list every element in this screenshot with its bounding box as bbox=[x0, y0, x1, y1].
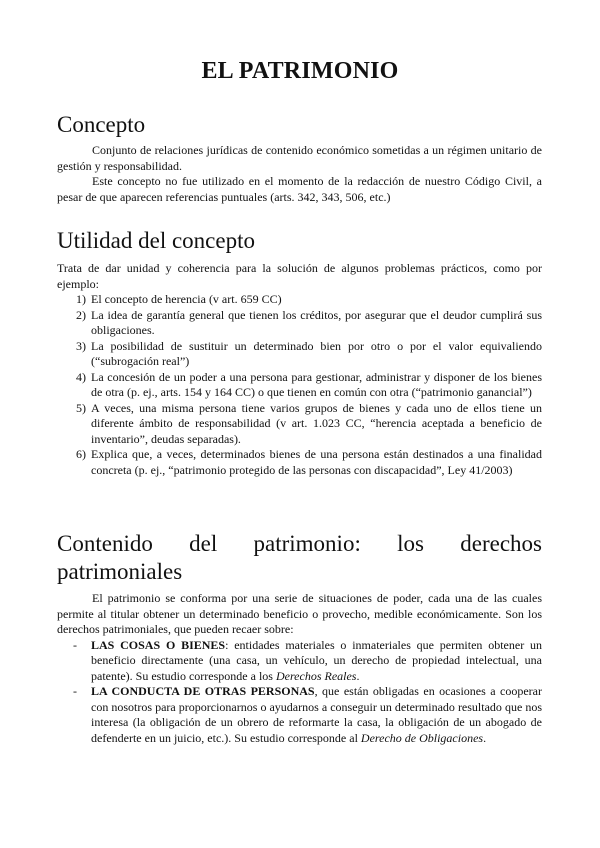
heading-word: los bbox=[397, 531, 424, 556]
list-item bbox=[57, 638, 542, 685]
page-title: EL PATRIMONIO bbox=[201, 58, 399, 84]
contenido-body bbox=[57, 591, 542, 746]
list-item-text: La posibilidad de sustituir un determinado bien por otro o por el valor equivaliendo (“subrogación real”) bbox=[91, 338, 542, 368]
list-item bbox=[57, 308, 542, 339]
concepto-body bbox=[57, 143, 542, 205]
heading-concepto: Concepto bbox=[57, 112, 146, 137]
list-item-text: La idea de garantía general que tienen los créditos, por asegurar que el deudor cumplirá sus obligaciones. bbox=[91, 307, 542, 337]
list-item bbox=[57, 370, 542, 401]
heading-contenido-line-2: patrimoniales bbox=[57, 559, 183, 584]
contenido-list bbox=[57, 638, 542, 747]
italic-term: Derechos Reales bbox=[275, 668, 357, 683]
utilidad-body bbox=[57, 261, 542, 478]
list-item bbox=[57, 684, 542, 746]
item-text: : entidades materiales o inmateriales que permiten obtener un beneficio directamente (una casa, un vehículo, un derecho de propiedad intelectual, una patente). Su estudio corresponde a los bbox=[91, 637, 542, 683]
list-item-text bbox=[91, 638, 542, 685]
list-item-number: 6) bbox=[76, 447, 86, 461]
heading-utilidad: Utilidad del concepto bbox=[57, 228, 255, 253]
heading-word: del bbox=[189, 531, 218, 556]
item-end: . bbox=[356, 668, 360, 683]
list-item-number: 1) bbox=[76, 292, 86, 306]
list-item bbox=[57, 339, 542, 370]
list-item-text bbox=[91, 684, 542, 746]
contenido-intro: El patrimonio se conforma por una serie de situaciones de poder, cada una de las cuales permite al titular obtener un determinado beneficio o provecho, medible económicamente. Son los derechos patrimoniales, que pueden recaer sobre: bbox=[57, 591, 542, 636]
italic-term: Derecho de Obligaciones bbox=[360, 730, 484, 745]
utilidad-intro: Trata de dar unidad y coherencia para la solución de algunos problemas prácticos, como por ejemplo: bbox=[57, 261, 542, 291]
dash-bullet: - bbox=[73, 684, 77, 698]
list-item-number: 4) bbox=[76, 369, 86, 384]
list-item bbox=[57, 401, 542, 448]
list-item bbox=[57, 292, 542, 308]
heading-contenido bbox=[57, 530, 542, 586]
list-item-text: La concesión de un poder a una persona para gestionar, administrar y disponer de los bienes de otra (p. ej., arts. 154 y 164 CC) o que tienen en común con otra (“patrimonio ganancial”) bbox=[91, 369, 542, 399]
bold-term: LA CONDUCTA DE OTRAS PERSONAS bbox=[91, 684, 315, 698]
list-item-number: 5) bbox=[76, 400, 86, 415]
concepto-paragraph-1: Conjunto de relaciones jurídicas de contenido económico sometidas a un régimen unitario de gestión y responsabilidad. bbox=[57, 143, 542, 173]
utilidad-list bbox=[57, 292, 542, 478]
list-item-text: A veces, una misma persona tiene varios grupos de bienes y cada uno de ellos tiene un diferente ámbito de responsabilidad (v art. 1.023 CC, “herencia aceptada a beneficio de inventario”, deudas separadas). bbox=[91, 400, 542, 446]
item-text: , que están obligadas en ocasiones a cooperar con nosotros para proporcionarnos o ayudarnos a conseguir un determinado resultado que nos interesa (la obligación de un obrero de reformarte la casa, la obligación de un abogado de defenderte en un juicio, etc.). Su estudio corresponde al bbox=[91, 684, 542, 745]
heading-word: derechos bbox=[460, 531, 542, 556]
list-item-text: Explica que, a veces, determinados bienes de una persona están destinados a una finalidad concreta (p. ej., “patrimonio protegido de las personas con discapacidad”, Ley 41/2003) bbox=[91, 447, 542, 477]
heading-word: patrimonio: bbox=[253, 531, 361, 556]
heading-contenido-line-1 bbox=[57, 530, 542, 558]
bold-term: LAS COSAS O BIENES bbox=[91, 637, 226, 652]
list-item-text: El concepto de herencia (v art. 659 CC) bbox=[91, 292, 282, 306]
list-item bbox=[57, 447, 542, 478]
item-end: . bbox=[483, 730, 487, 745]
dash-bullet: - bbox=[73, 637, 77, 652]
concepto-paragraph-2: Este concepto no fue utilizado en el momento de la redacción de nuestro Código Civil, a pesar de que aparecen referencias puntuales (arts. 342, 343, 506, etc.) bbox=[57, 174, 542, 204]
list-item-number: 2) bbox=[76, 307, 86, 322]
heading-word: Contenido bbox=[57, 531, 153, 556]
list-item-number: 3) bbox=[76, 338, 86, 353]
